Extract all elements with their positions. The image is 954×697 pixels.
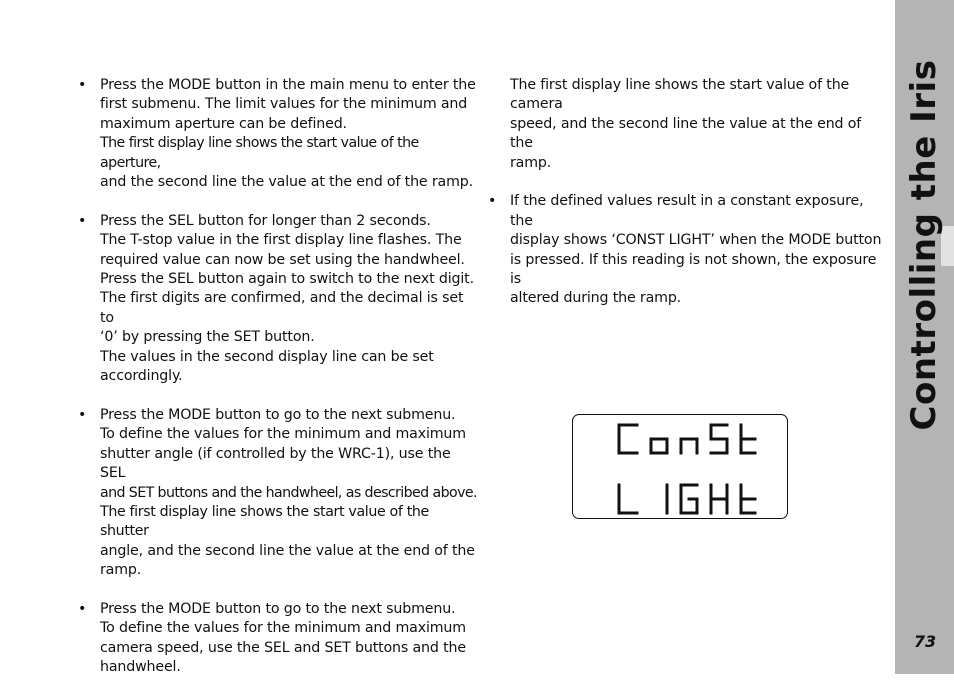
text-line: The first display line shows the start value of the aperture, (100, 135, 419, 171)
text-line: Press the MODE button to go to the next submenu. (100, 406, 456, 423)
lcd-glyph-l (619, 485, 637, 513)
text-line: ramp. (510, 154, 552, 171)
lcd-display (572, 414, 788, 519)
text-line: camera speed, use the SEL and SET buttons and the (100, 639, 466, 656)
bullet-text (100, 406, 478, 581)
text-line: and SET buttons and the handwheel, as described above. (100, 484, 477, 501)
bullet-item-aperture (78, 76, 478, 192)
text-line: Press the SEL button again to switch to the next digit. (100, 271, 474, 288)
bullet-text (100, 76, 478, 192)
text-line: The first digits are confirmed, and the decimal is set to (100, 290, 464, 326)
text-line: Press the MODE button in the main menu to enter the (100, 77, 476, 93)
bullet-item-sel-button (78, 212, 478, 387)
bullet-text (100, 212, 478, 387)
lcd-glyph-o (651, 439, 667, 453)
text-line: shutter angle (if controlled by the WRC-1), use the SEL (100, 445, 451, 482)
text-line: To define the values for the minimum and maximum (100, 620, 466, 637)
lcd-glyph-g (681, 485, 697, 513)
lcd-glyph-n (681, 439, 697, 453)
text-line: first submenu. The limit values for the minimum and (100, 96, 468, 113)
lcd-glyph-t (741, 425, 755, 453)
text-line: The values in the second display line can be set (100, 348, 434, 365)
bullet-item-const-light (488, 192, 888, 308)
text-line: required value can now be set using the handwheel. (100, 251, 465, 268)
bullet-dot: • (78, 600, 87, 617)
text-line: handwheel. (100, 659, 181, 676)
text-line: and the second line the value at the end of the ramp. (100, 174, 473, 191)
text-line: altered during the ramp. (510, 290, 682, 307)
text-line: ‘0’ by pressing the SET button. (100, 329, 315, 346)
bullet-dot: • (488, 193, 497, 210)
lcd-glyph-h (711, 485, 727, 513)
bullet-dot: • (78, 406, 87, 423)
text-line: Press the SEL button for longer than 2 seconds. (100, 212, 431, 229)
text-line: The first display line shows the start value of the shutter (100, 503, 429, 540)
chapter-sidebar (895, 0, 954, 674)
bullet-dot: • (78, 77, 87, 93)
text-line: display shows ‘CONST LIGHT’ when the MODE button (510, 232, 882, 249)
left-column (78, 76, 478, 697)
text-line: To define the values for the minimum and maximum (100, 426, 466, 443)
text-line: maximum aperture can be defined. (100, 115, 347, 132)
right-column (488, 76, 888, 328)
text-line: Press the MODE button to go to the next submenu. (100, 600, 456, 617)
text-line: ramp. (100, 562, 142, 579)
bullet-text (100, 600, 478, 678)
bullet-item-camera-speed (78, 600, 478, 678)
camera-speed-paragraph (488, 76, 888, 173)
instruction-list (78, 76, 478, 678)
text-line: speed, and the second line the value at the end of the (510, 115, 862, 152)
text-line: If the defined values result in a constant exposure, the (510, 193, 864, 229)
lcd-glyph-t2 (741, 485, 755, 513)
text-line: is pressed. If this reading is not shown, the exposure is (510, 251, 877, 288)
page-number: 73 (913, 632, 937, 651)
text-line: accordingly. (100, 368, 183, 385)
right-instruction-list (488, 192, 888, 308)
bullet-item-shutter-angle (78, 406, 478, 581)
text-line: angle, and the second line the value at the end of the (100, 542, 475, 559)
lcd-glyph-s (711, 425, 727, 453)
text-line: The T-stop value in the first display line flashes. The (100, 232, 462, 249)
bullet-dot: • (78, 212, 87, 229)
lcd-segments (573, 415, 789, 520)
lcd-glyph-c (619, 425, 637, 453)
bullet-text (510, 192, 888, 308)
text-line: The first display line shows the start value of the camera (510, 77, 850, 113)
chapter-title: Controlling the Iris (904, 59, 944, 431)
